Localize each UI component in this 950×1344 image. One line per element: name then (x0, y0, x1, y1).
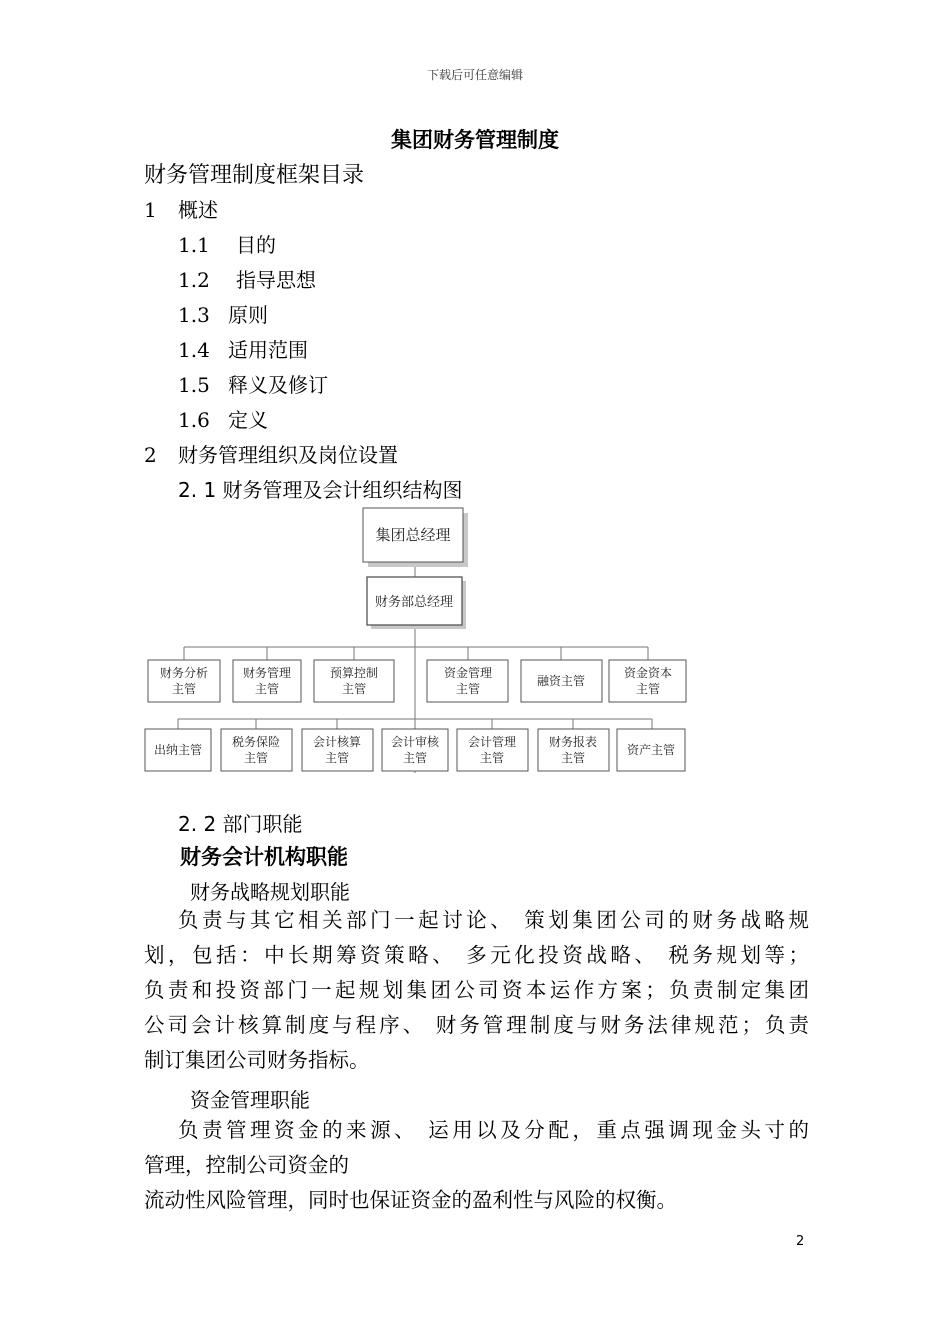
org-node-label: 税务保险 (231, 735, 281, 749)
subheading-strategy: 财务战略规划职能 (190, 880, 350, 904)
toc-item: 1.5 释义及修订 (178, 373, 328, 397)
toc-item: 1.1 目的 (178, 233, 276, 257)
paragraph-line: 公司会计核算制度与程序、 财务管理制度与财务法律规范；负责 (144, 1013, 809, 1037)
paragraph-line: 划，包括：中长期筹资策略、 多元化投资战略、 税务规划等； (144, 943, 809, 967)
org-chart (140, 500, 700, 785)
org-node-ceo-label: 集团总经理 (375, 526, 451, 544)
toc-item: 1.4 适用范围 (178, 338, 308, 362)
org-node-label: 资金管理 (443, 666, 493, 680)
org-node-label: 主管 (479, 751, 505, 765)
org-node-label: 资产主管 (626, 743, 676, 757)
org-node-finance-gm-label: 财务部总经理 (374, 595, 454, 610)
page-number: 2 (796, 1234, 805, 1249)
org-node-label: 资金资本 (623, 666, 673, 680)
org-node-label: 融资主管 (536, 674, 586, 688)
org-node-label: 财务管理 (242, 666, 292, 680)
paragraph-line: 负责管理资金的来源、 运用以及分配，重点强调现金头寸的 (178, 1118, 809, 1142)
paragraph-strategy (144, 903, 809, 1078)
org-node-label: 出纳主管 (153, 743, 203, 757)
page-header-note: 下载后可任意编辑 (426, 68, 523, 82)
org-node-label: 主管 (635, 682, 661, 696)
org-node-label: 主管 (402, 751, 428, 765)
paragraph-line: 流动性风险管理，同时也保证资金的盈利性与风险的权衡。 (144, 1188, 677, 1212)
org-node-label: 会计核算 (312, 735, 362, 749)
toc-item: 2 财务管理组织及岗位设置 (144, 443, 398, 467)
org-node-label: 会计审核 (390, 735, 440, 749)
org-node-label: 主管 (254, 682, 280, 696)
paragraph-line: 负责和投资部门一起规划集团公司资本运作方案；负责制定集团 (144, 978, 809, 1002)
org-node-label: 主管 (171, 682, 197, 696)
toc-item: 1.6 定义 (178, 408, 268, 432)
paragraph-line: 制订集团公司财务指标。 (144, 1048, 370, 1072)
toc-heading: 财务管理制度框架目录 (144, 163, 365, 188)
toc-item: 1.3 原则 (178, 303, 268, 327)
paragraph-fund-management (144, 1113, 809, 1218)
toc-item: 1.2 指导思想 (178, 268, 316, 292)
org-node-label: 主管 (455, 682, 481, 696)
org-node-label: 财务分析 (159, 666, 209, 680)
subheading-fund-management: 资金管理职能 (190, 1088, 310, 1112)
org-node-label: 主管 (324, 751, 350, 765)
org-node-label: 财务报表 (548, 735, 598, 749)
org-node-label: 主管 (243, 751, 269, 765)
org-node-label: 预算控制 (329, 666, 379, 680)
toc-item: 1 概述 (144, 198, 218, 222)
paragraph-line: 负责与其它相关部门一起讨论、 策划集团公司的财务战略规 (178, 908, 809, 932)
org-node-label: 主管 (560, 751, 586, 765)
document-title: 集团财务管理制度 (391, 128, 559, 152)
org-node-label: 会计管理 (467, 735, 517, 749)
org-node-label: 主管 (341, 682, 367, 696)
department-function-heading: 财务会计机构职能 (180, 845, 348, 869)
paragraph-line: 管理，控制公司资金的 (144, 1153, 349, 1177)
section-2-1-heading: 2. 1 财务管理及会计组织结构图 (178, 478, 463, 502)
section-2-2-heading: 2. 2 部门职能 (178, 812, 303, 836)
